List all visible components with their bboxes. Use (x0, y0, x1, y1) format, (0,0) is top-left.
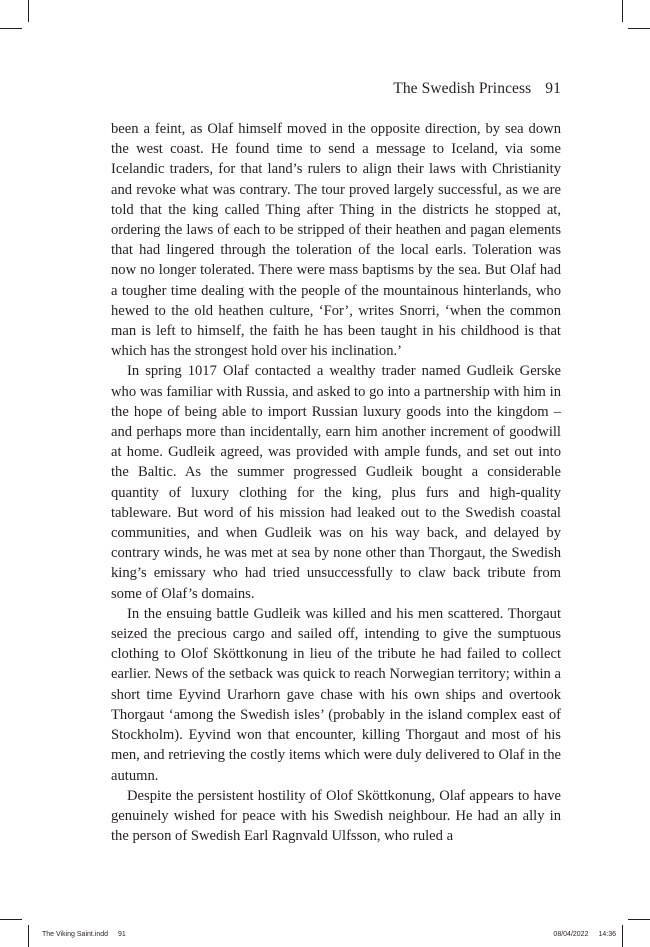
paragraph: In the ensuing battle Gudleik was killed and his men scattered. Thorgaut seized the precious cargo and sailed off, intending to give the sumptuous clothing to Olof Sköttkonung in lieu of the tribute he had failed to collect earlier. News of the setback was quick to reach Norwegian territory; within a short time Eyvind Urarhorn gave chase with his own ships and overtook Thorgaut ‘among the Swedish isles’ (probably in the island complex east of Stockholm). Eyvind won that encounter, killing Thorgaut and most of his men, and retrieving the costly items which were duly delivered to Olaf in the autumn. (111, 605, 561, 784)
paragraph: been a feint, as Olaf himself moved in the opposite direction, by sea down the west coast. He found time to send a message to Iceland, via some Icelandic traders, for that land’s rulers to align their laws with Christianity and revoke what was contrary. The tour proved largely successful, as we are told that the king called Thing after Thing in the districts he stopped at, ordering the laws of each to be stripped of their heathen and pagan elements that had lingered through the toleration of the local earls. Toleration was now no longer tolerated. There were mass baptisms by the sea. But Olaf had a tougher time dealing with the people of the mountainous hinterlands, who hewed to the old heathen culture, ‘For’, writes Snorri, ‘when the common man is left to himself, the faith he has been taught in his childhood is that which has the strongest hold over his inclination.’ (111, 121, 561, 360)
crop-mark (0, 28, 22, 29)
paragraph: Despite the persistent hostility of Olof Sköttkonung, Olaf appears to have genuinely wished for peace with his Swedish neighbour. He had an ally in the person of Swedish Earl Ragnvald Ulfsson, who ruled a (111, 787, 561, 845)
crop-mark (628, 919, 650, 920)
crop-mark (28, 0, 29, 22)
crop-mark (28, 925, 29, 947)
crop-mark (0, 919, 22, 920)
running-title: The Swedish Princess (393, 80, 532, 97)
slug-date-info (553, 931, 616, 938)
crop-mark (628, 28, 650, 29)
crop-mark (622, 925, 623, 947)
paragraph: In spring 1017 Olaf contacted a wealthy trader named Gudleik Gerske who was familiar with Russia, and asked to go into a partnership with him in the hope of being able to import Russian luxury goods into the kingdom – and perhaps more than incidentally, earn him another increment of goodwill at home. Gudleik agreed, was provided with ample funds, and set out into the Baltic. As the summer progressed Gudleik bought a considerable quantity of luxury clothing for the king, plus furs and high-quality tableware. But word of his mission had leaked out to the Swedish coastal communities, and when Gudleik was on his way back, and delayed by contrary winds, he was met at sea by none other than Thorgaut, the Swedish king’s emissary who had tried unsuccessfully to claw back tribute from some of Olaf’s domains. (111, 363, 561, 602)
slug-page: 91 (118, 931, 126, 938)
slug-date: 08/04/2022 (553, 931, 589, 938)
slug-time: 14:36 (598, 931, 616, 938)
slug-file-name: The Viking Saint.indd (42, 931, 109, 938)
running-head (393, 80, 561, 98)
page-number: 91 (545, 80, 561, 97)
slug-file-info (42, 931, 126, 938)
body-text (111, 119, 561, 846)
crop-mark (622, 0, 623, 22)
